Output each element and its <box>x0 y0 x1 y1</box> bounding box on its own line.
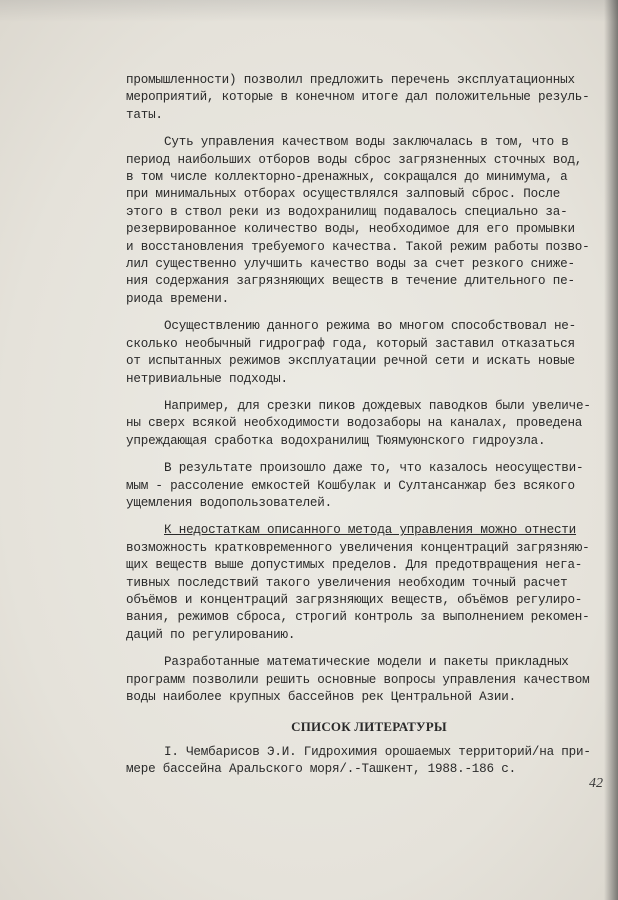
text-line: К недостаткам описанного метода управления можно отнести <box>164 523 577 538</box>
text-line: даций по регулированию. <box>126 627 296 642</box>
text-line: щих веществ выше допустимых пределов. Для предотвращения нега- <box>126 558 583 573</box>
references-heading: СПИСОК ЛИТЕРАТУРЫ <box>291 719 447 735</box>
text-line: мым - рассоление емкостей Кошбулак и Султансанжар без всякого <box>126 478 575 493</box>
text-line: и восстановления требуемого качества. Такой режим работы позво- <box>126 239 590 254</box>
text-line: промышленности) позволил предложить перечень эксплуатационных <box>126 73 575 87</box>
text-line: резервированное количество воды, необходимое для его промывки <box>126 222 575 237</box>
text-line: ущемления водопользователей. <box>126 495 333 510</box>
scan-shadow-top <box>0 0 618 22</box>
text-line: таты. <box>126 107 163 122</box>
text-line: лил существенно улучшить качество воды за счет резкого сниже- <box>126 257 575 272</box>
text-line: мероприятий, которые в конечном итоге дал положительные резуль- <box>126 90 590 105</box>
text-line: I. Чембарисов Э.И. Гидрохимия орошаемых территорий/на при- <box>164 744 591 759</box>
text-line: ния содержания загрязняющих веществ в течение длительного пе- <box>126 274 575 289</box>
text-line: риода времени. <box>126 291 230 306</box>
paragraph-1 <box>126 72 612 124</box>
text-line: возможность кратковременного увеличения концентраций загрязняю- <box>126 540 590 555</box>
text-line: сколько необычный гидрограф года, который заставил отказаться <box>126 336 575 351</box>
text-line: нетривиальные подходы. <box>126 371 288 386</box>
page-number: 42 <box>589 776 603 791</box>
text-line: воды наиболее крупных бассейнов рек Центральной Азии. <box>126 690 516 704</box>
text-line: мере бассейна Аральского моря/.-Ташкент, 1988.-186 с. <box>126 762 516 777</box>
paragraph-6 <box>126 522 612 644</box>
paragraph-2 <box>126 134 612 308</box>
text-line: от испытанных режимов эксплуатации речной сети и искать новые <box>126 354 575 369</box>
page-body <box>126 72 612 789</box>
text-line: вания, режимов сброса, строгий контроль за выполнением рекомен- <box>126 610 590 625</box>
paragraph-5 <box>126 460 612 512</box>
text-line: при минимальных отборах осуществлялся залповый сброс. После <box>126 187 561 202</box>
text-line: ны сверх всякой необходимости водозаборы на каналах, проведена <box>126 416 583 431</box>
text-line: программ позволили решить основные вопросы управления качеством <box>126 672 590 687</box>
paragraph-3 <box>126 318 612 388</box>
text-line: период наибольших отборов воды сброс загрязненных сточных вод, <box>126 152 583 167</box>
text-line: этого в ствол реки из водохранилищ подавалось специально за- <box>126 204 568 219</box>
text-line: тивных последствий такого увеличения необходим точный расчет <box>126 575 568 590</box>
paragraph-4 <box>126 398 612 450</box>
text-line: Осуществлению данного режима во многом способствовал не- <box>164 319 577 334</box>
text-line: Суть управления качеством воды заключалась в том, что в <box>164 135 569 150</box>
text-line: В результате произошло даже то, что казалось неосуществи- <box>164 461 584 476</box>
text-line: Разработанные математические модели и пакеты прикладных <box>164 655 569 670</box>
text-line: упреждающая сработка водохранилищ Тюямуюнского гидроузла. <box>126 433 546 448</box>
reference-item <box>126 744 612 779</box>
paragraph-7 <box>126 654 612 706</box>
text-line: в том числе коллекторно-дренажных, сокращался до минимума, а <box>126 170 568 185</box>
text-line: объёмов и концентраций загрязняющих веществ, объёмов регулиро- <box>126 592 583 607</box>
text-line: Например, для срезки пиков дождевых паводков были увеличе- <box>164 398 591 413</box>
